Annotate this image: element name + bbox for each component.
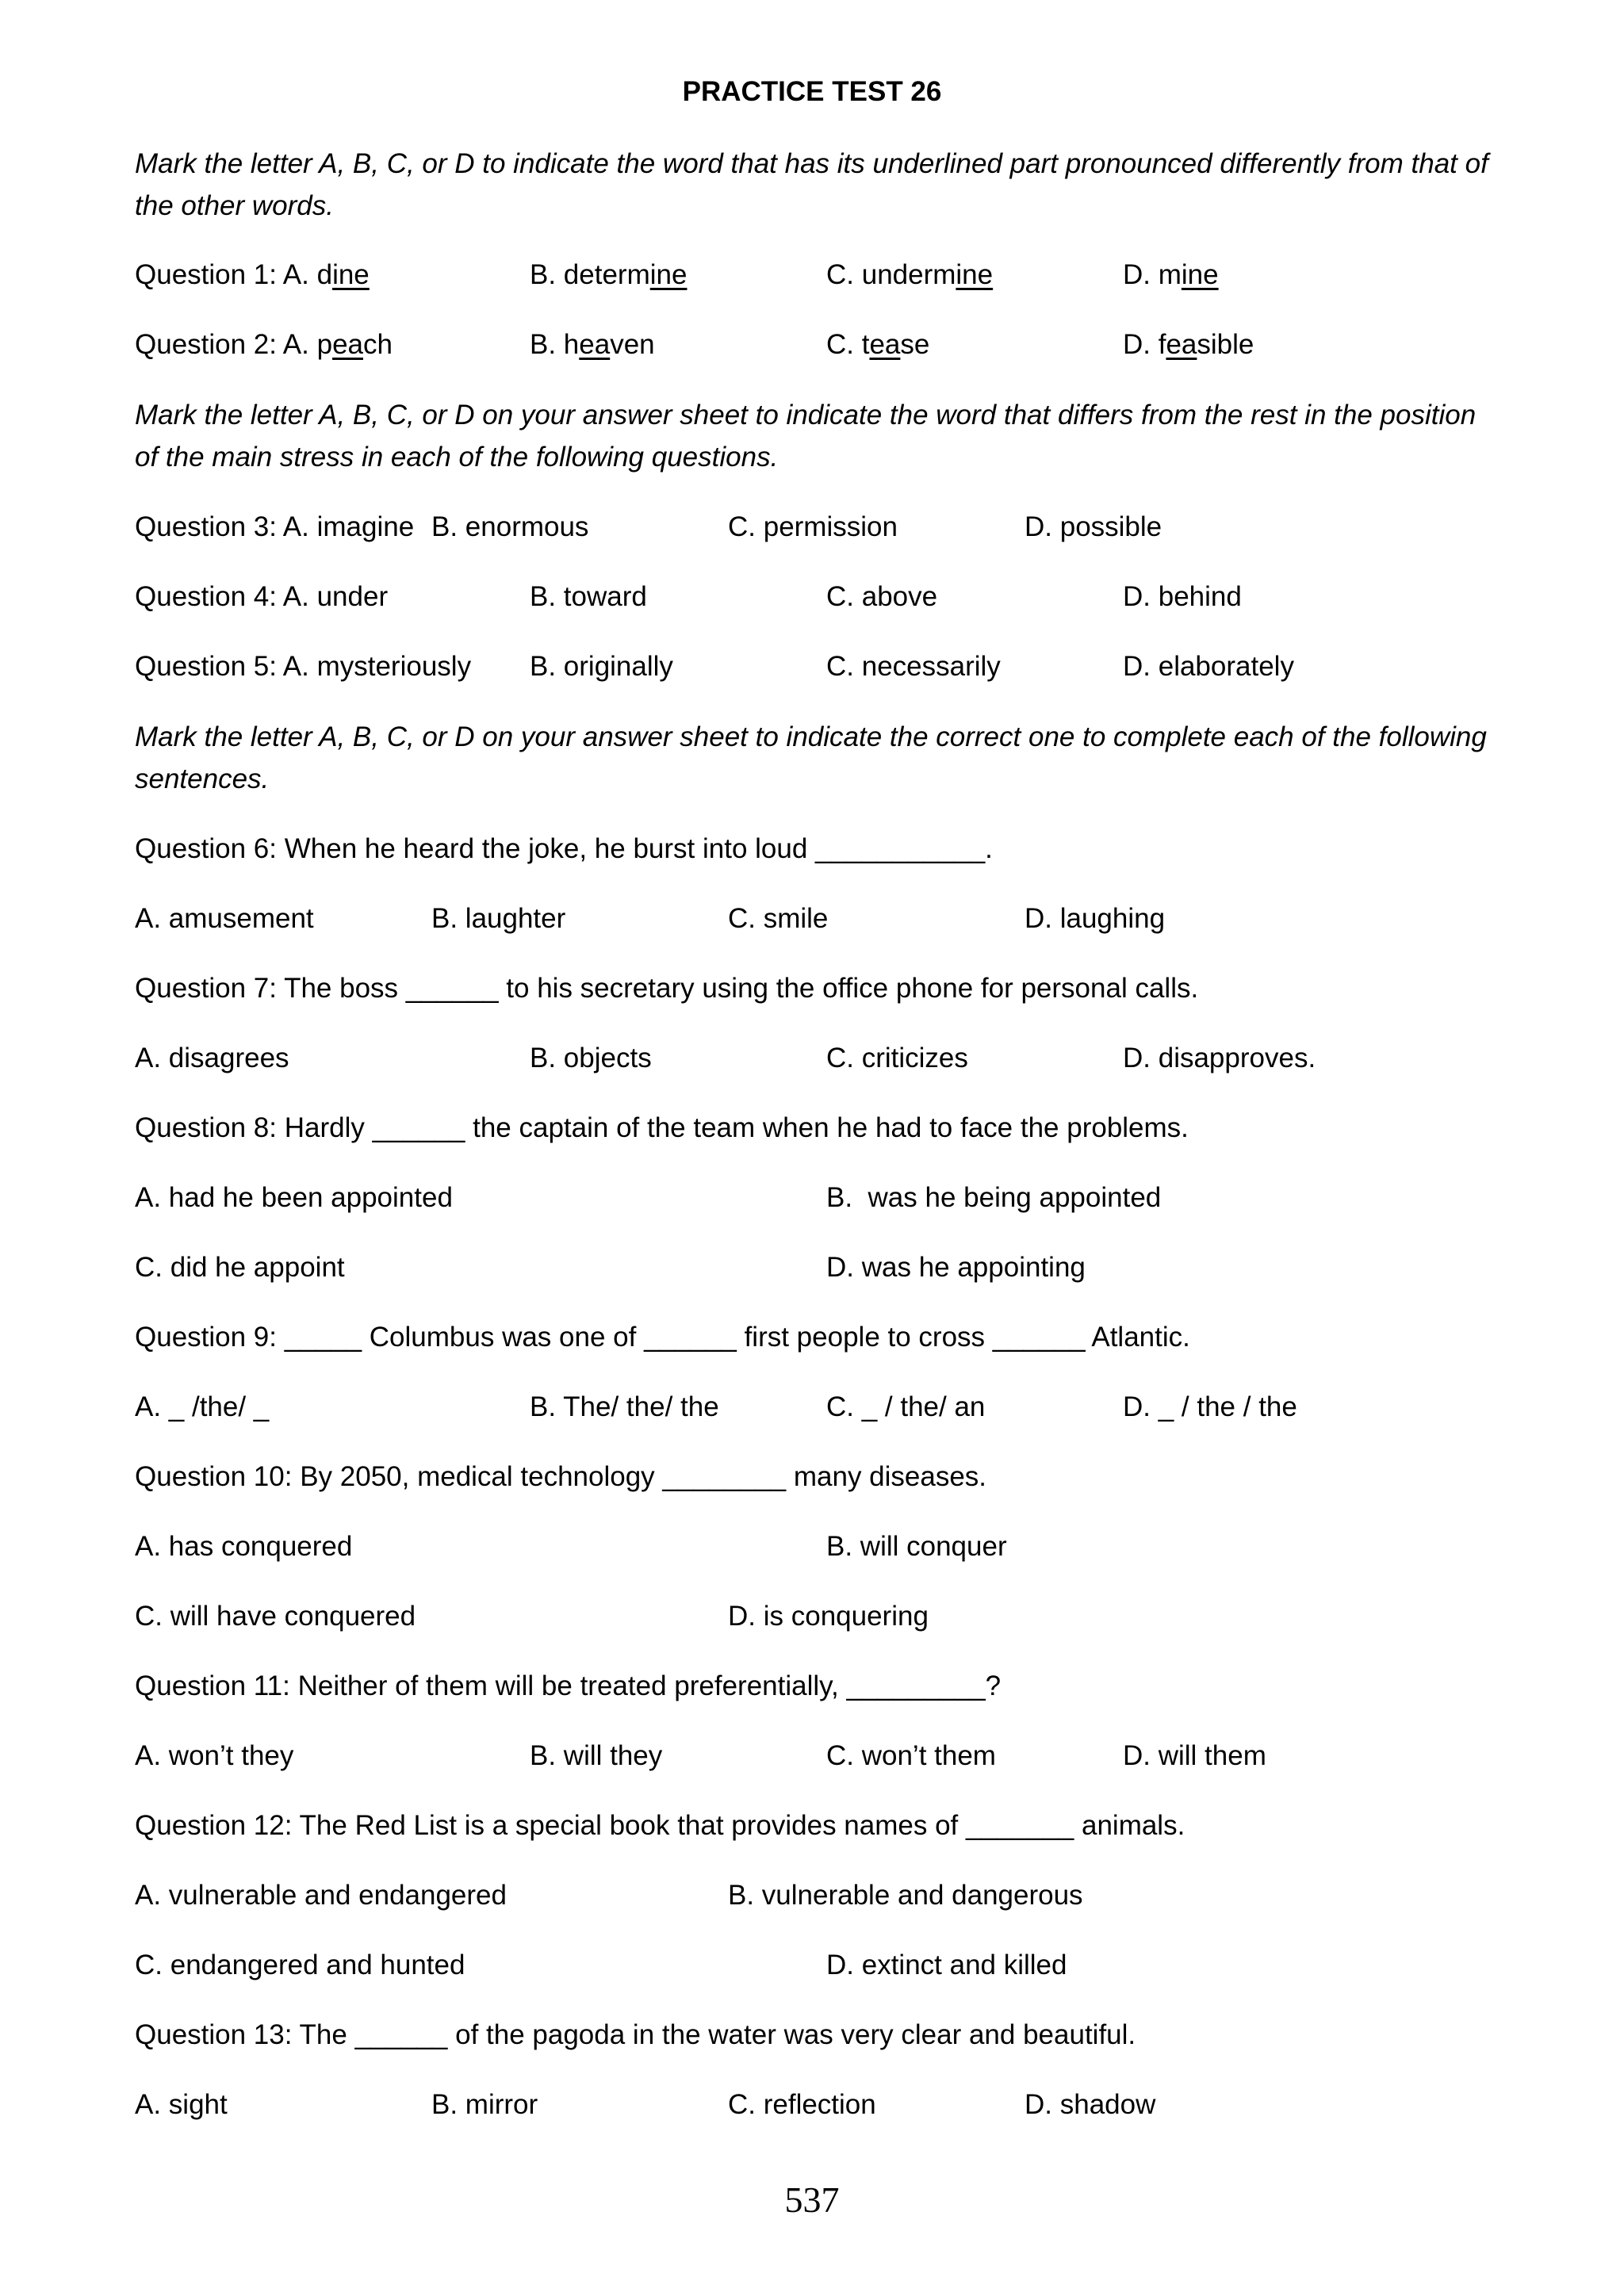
question-11-option-a: A. won’t they [135, 1740, 294, 1771]
instruction-pronunciation: Mark the letter A, B, C, or D to indicate the word that has its underlined part pronounced differently from that of the other words. [135, 148, 1488, 221]
question-9-option-b: B. The/ the/ the [530, 1391, 719, 1422]
page-title: PRACTICE TEST 26 [682, 76, 942, 107]
question-10-option-d: D. is conquering [728, 1601, 929, 1632]
question-2-option-c [826, 325, 929, 365]
question-7-option-b: B. objects [530, 1043, 652, 1073]
question-12-option-b: B. vulnerable and dangerous [728, 1880, 1083, 1911]
instruction-completion: Mark the letter A, B, C, or D on your answer sheet to indicate the correct one to complete each of the following sentences. [135, 721, 1487, 794]
question-6-stem: Question 6: When he heard the joke, he burst into loud ___________. [135, 833, 993, 864]
question-6-option-d: D. laughing [1025, 903, 1166, 934]
q2-c-underlined: ea [869, 329, 901, 360]
q2-d-text: D. f [1123, 329, 1166, 360]
q2-b-rest: ven [610, 329, 655, 360]
question-10-stem: Question 10: By 2050, medical technology ________ many diseases. [135, 1461, 987, 1492]
question-12-option-a: A. vulnerable and endangered [135, 1880, 507, 1911]
question-2-stem [135, 325, 393, 365]
question-9-option-c: C. _ / the/ an [826, 1391, 986, 1422]
q1-a-underlined: ine [332, 259, 370, 290]
question-2-option-b [530, 325, 655, 365]
question-6-option-c: C. smile [728, 903, 829, 934]
question-10-option-c: C. will have conquered [135, 1601, 416, 1632]
q1-d-underlined: ine [1181, 259, 1219, 290]
q2-a-underlined: ea [332, 329, 363, 360]
question-3-stem: Question 3: A. imagine [135, 511, 415, 542]
question-8-stem: Question 8: Hardly ______ the captain of the team when he had to face the problems. [135, 1112, 1189, 1143]
question-13-option-a: A. sight [135, 2089, 228, 2120]
question-1-option-b [530, 255, 687, 295]
q2-b-text: B. h [530, 329, 580, 360]
q2-a-rest: ch [363, 329, 393, 360]
q2-c-text: C. t [826, 329, 870, 360]
question-7-stem: Question 7: The boss ______ to his secretary using the office phone for personal calls. [135, 973, 1199, 1004]
question-6-option-a: A. amusement [135, 903, 314, 934]
question-13-option-b: B. mirror [431, 2089, 538, 2120]
question-9-option-a: A. _ /the/ _ [135, 1391, 270, 1422]
question-9-stem: Question 9: _____ Columbus was one of ______ first people to cross ______ Atlantic. [135, 1322, 1190, 1353]
question-6-option-b: B. laughter [431, 903, 566, 934]
question-12-stem: Question 12: The Red List is a special book that provides names of _______ animals. [135, 1810, 1185, 1841]
question-9-option-d: D. _ / the / the [1123, 1391, 1297, 1422]
question-10-option-a: A. has conquered [135, 1531, 353, 1562]
question-11-stem: Question 11: Neither of them will be treated preferentially, _________? [135, 1670, 1002, 1701]
question-11-option-c: C. won’t them [826, 1740, 996, 1771]
question-13-option-c: C. reflection [728, 2089, 876, 2120]
q1-b-text: B. determ [530, 259, 650, 290]
question-11-option-b: B. will they [530, 1740, 663, 1771]
question-5-stem: Question 5: A. mysteriously [135, 651, 472, 682]
q2-b-underlined: ea [579, 329, 611, 360]
question-11-option-d: D. will them [1123, 1740, 1266, 1771]
q1-c-underlined: ine [956, 259, 994, 290]
q1-c-text: C. underm [826, 259, 956, 290]
question-5-option-d: D. elaborately [1123, 651, 1294, 682]
question-13-option-d: D. shadow [1025, 2089, 1156, 2120]
question-5-option-b: B. originally [530, 651, 673, 682]
question-1-option-d [1123, 255, 1219, 295]
question-1-option-c [826, 255, 993, 295]
question-7-option-a: A. disagrees [135, 1043, 289, 1073]
instruction-stress: Mark the letter A, B, C, or D on your answer sheet to indicate the word that differs from the rest in the position of the main stress in each of the following questions. [135, 400, 1477, 473]
question-1-stem [135, 255, 370, 295]
question-4-stem: Question 4: A. under [135, 581, 389, 612]
question-4-option-d: D. behind [1123, 581, 1242, 612]
question-3-option-d: D. possible [1025, 511, 1162, 542]
question-4-option-b: B. toward [530, 581, 647, 612]
question-8-option-c: C. did he appoint [135, 1252, 345, 1283]
question-3-option-c: C. permission [728, 511, 898, 542]
question-2-option-d [1123, 325, 1254, 365]
question-8-option-d: D. was he appointing [826, 1252, 1086, 1283]
question-3-option-b: B. enormous [431, 511, 589, 542]
q2-c-rest: se [900, 329, 930, 360]
question-12-option-d: D. extinct and killed [826, 1950, 1067, 1980]
q1-stem-text: Question 1: A. d [135, 259, 333, 290]
q2-stem-text: Question 2: A. p [135, 329, 333, 360]
page-number: 537 [784, 2179, 840, 2220]
question-10-option-b: B. will conquer [826, 1531, 1007, 1562]
q1-b-underlined: ine [649, 259, 688, 290]
question-4-option-c: C. above [826, 581, 938, 612]
question-12-option-c: C. endangered and hunted [135, 1950, 465, 1980]
q2-d-underlined: ea [1166, 329, 1197, 360]
question-8-option-b: B. was he being appointed [826, 1182, 1162, 1213]
question-8-option-a: A. had he been appointed [135, 1182, 453, 1213]
q2-d-rest: sible [1197, 329, 1254, 360]
question-5-option-c: C. necessarily [826, 651, 1001, 682]
question-7-option-d: D. disapproves. [1123, 1043, 1316, 1073]
question-13-stem: Question 13: The ______ of the pagoda in the water was very clear and beautiful. [135, 2019, 1136, 2050]
question-7-option-c: C. criticizes [826, 1043, 968, 1073]
q1-d-text: D. m [1123, 259, 1182, 290]
